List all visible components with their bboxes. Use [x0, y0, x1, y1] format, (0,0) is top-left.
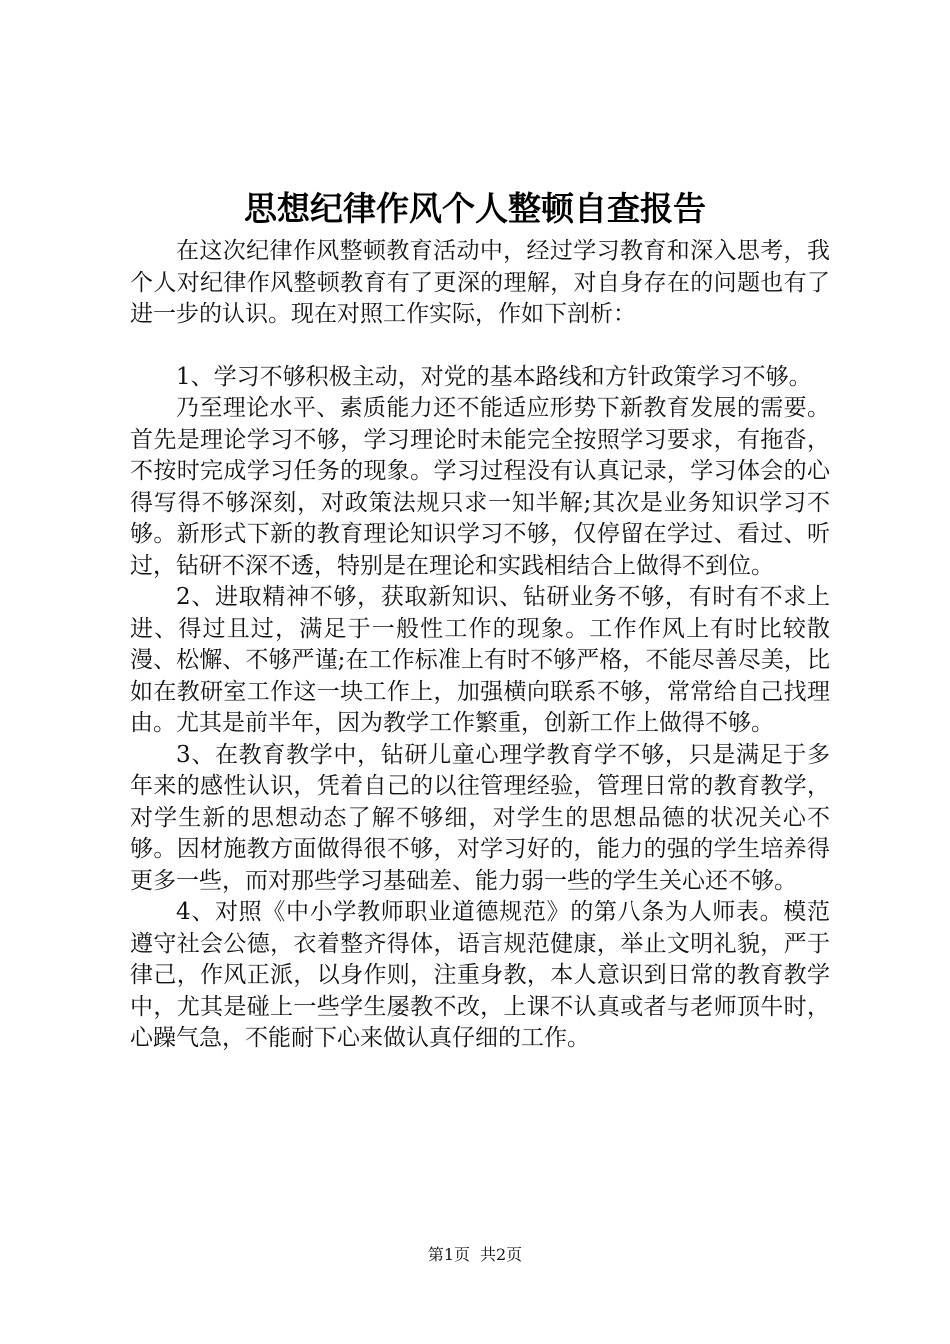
document-body: [130, 236, 830, 1055]
paragraph-point-2: 2、进取精神不够，获取新知识、钻研业务不够，有时有不求上进、得过且过，满足于一般性工作的现象。工作作风上有时比较散漫、松懈、不够严谨;在工作标准上有时不够严格，不能尽善尽美，比如在教研室工作这一块工作上，加强横向联系不够，常常给自己找理由。尤其是前半年，因为教学工作繁重，创新工作上做得不够。: [130, 584, 830, 736]
page-number: 第1页: [427, 1245, 470, 1264]
paragraph-point-3: 3、在教育教学中，钻研儿童心理学教育学不够，只是满足于多年来的感性认识，凭着自己的以往管理经验，管理日常的教育教学，对学生新的思想动态了解不够细，对学生的思想品德的状况关心不够。因材施教方面做得很不够，对学习好的，能力的强的学生培养得更多一些，而对那些学习基础差、能力弱一些的学生关心还不够。: [130, 741, 830, 894]
page-total: 共2页: [480, 1245, 523, 1264]
document-title: 思想纪律作风个人整顿自查报告: [244, 189, 706, 228]
paragraph-point-1-detail: 乃至理论水平、素质能力还不能适应形势下新教育发展的需要。首先是理论学习不够，学习理论时未能完全按照学习要求，有拖沓，不按时完成学习任务的现象。学习过程没有认真记录，学习体会的心得写得不够深刻，对政策法规只求一知半解;其次是业务知识学习不够。新形式下新的教育理论知识学习不够，仅停留在学过、看过、听过，钻研不深不透，特别是在理论和实践相结合上做得不到位。: [130, 395, 830, 579]
paragraph-point-4: 4、对照《中小学教师职业道德规范》的第八条为人师表。模范遵守社会公德，衣着整齐得体，语言规范健康，举止文明礼貌，严于律己，作风正派，以身作则，注重身教，本人意识到日常的教育教学中，尤其是碰上一些学生屡教不改，上课不认真或者与老师顶牛时，心躁气急，不能耐下心来做认真仔细的工作。: [130, 899, 830, 1051]
intro-paragraph: 在这次纪律作风整顿教育活动中，经过学习教育和深入思考，我个人对纪律作风整顿教育有了更深的理解，对自身存在的问题也有了进一步的认识。现在对照工作实际，作如下剖析：: [130, 238, 830, 327]
page-footer: [0, 1244, 950, 1266]
paragraph-point-1: 1、学习不够积极主动，对党的基本路线和方针政策学习不够。: [176, 363, 812, 390]
